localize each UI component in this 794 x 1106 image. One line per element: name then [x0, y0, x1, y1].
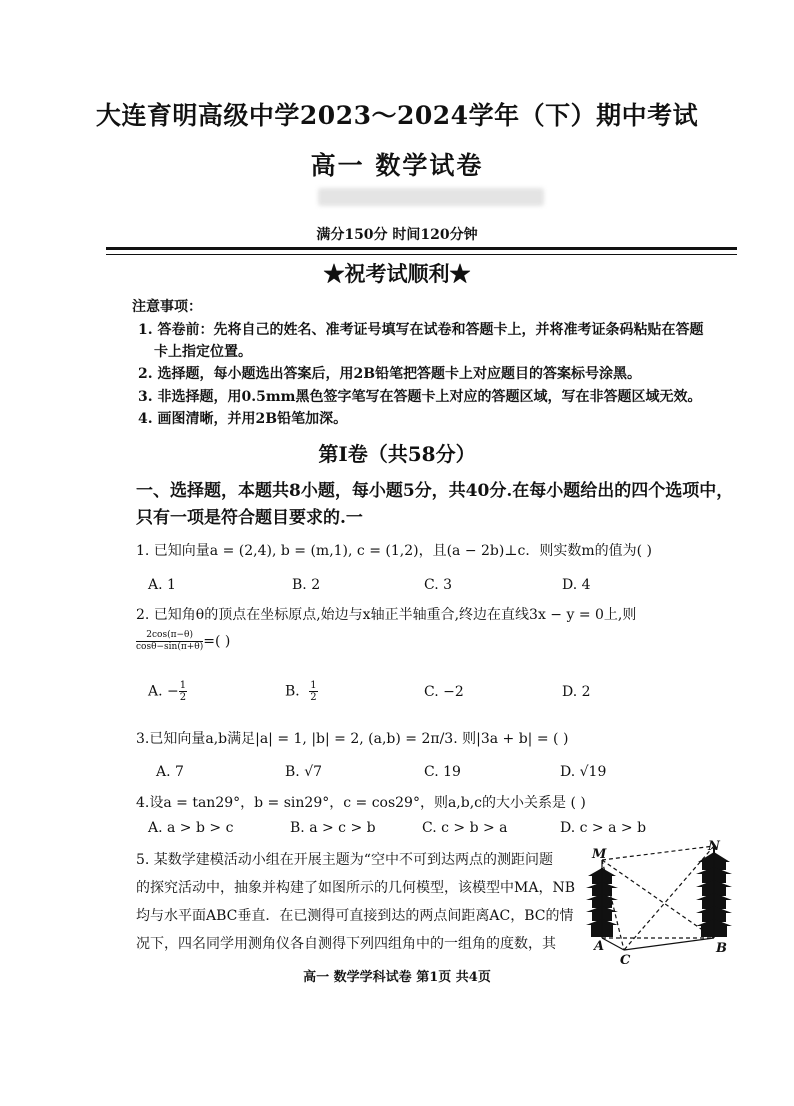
geometry-lines: [602, 846, 714, 950]
q2-option-a-prefix: A. −: [148, 683, 179, 700]
question-5-line4: 况下，四名同学用测角仪各自测得下列四组角中的一组角的度数，其: [136, 936, 556, 952]
question-5-line1: 5. 某数学建模活动小组在开展主题为“空中不可到达两点的测距问题: [136, 852, 553, 868]
q1-option-d: D. 4: [562, 577, 591, 593]
label-A: A: [594, 939, 605, 954]
q2-option-b: [285, 680, 318, 703]
notice-item-2: 2. 选择题，每小题选出答案后，用2B铅笔把答题卡上对应题目的答案标号涂黑。: [138, 366, 642, 382]
notice-item-1: 1. 答卷前：先将自己的姓名、准考证号填写在试卷和答题卡上，并将准考证条码粘贴在答题: [138, 322, 704, 338]
q2-option-b-fraction: [309, 680, 317, 703]
q1-option-a: A. 1: [148, 577, 176, 593]
question-2-stem: 2. 已知角θ的顶点在坐标原点,始边与x轴正半轴重合,终边在直线3x − y = 0上,则: [136, 607, 637, 623]
question-4-stem: 4.设a = tan29°，b = sin29°，c = cos29°，则a,b,c的大小关系是 ( ): [136, 795, 586, 811]
q2-option-b-num: 1: [310, 680, 317, 691]
q3-option-c: C. 19: [424, 764, 461, 780]
section-instructions-line2: 只有一项是符合题目要求的.一: [136, 508, 363, 528]
exam-subtitle: 高一 数学试卷: [310, 151, 484, 180]
q2-option-b-den: 2: [310, 692, 317, 703]
notice-heading: 注意事项：: [132, 299, 202, 315]
q2-option-a: [148, 680, 187, 703]
page-footer: 高一 数学学科试卷 第1页 共4页: [303, 970, 491, 985]
q1-option-c: C. 3: [424, 577, 453, 593]
line-AC: [602, 938, 624, 950]
q4-option-c: C. c > b > a: [422, 820, 508, 836]
notice-item-1-cont: 卡上指定位置。: [154, 344, 252, 360]
q4-option-d: D. c > a > b: [560, 820, 647, 836]
q2-fraction-denominator: cosθ−sin(π+θ): [136, 642, 204, 652]
q3-option-a: A. 7: [156, 764, 184, 780]
label-N: N: [708, 839, 720, 854]
part-title: 第Ⅰ卷（共58分）: [318, 442, 476, 466]
question-3-stem: 3.已知向量a,b满足|a| = 1, |b| = 2, (a,b) = 2π/3. 则|3a + b| = ( ): [136, 731, 569, 747]
q2-option-c: C. −2: [424, 684, 464, 700]
notice-item-3: 3. 非选择题，用0.5mm黑色签字笔写在答题卡上对应的答题区域，写在非答题区域无效。: [138, 389, 702, 405]
question-5-line2: 的探究活动中，抽象并构建了如图所示的几何模型，该模型中MA，NB: [136, 880, 575, 896]
section-instructions-line1: 一、选择题，本题共8小题，每小题5分，共40分.在每小题给出的四个选项中，: [136, 481, 734, 501]
q1-option-b: B. 2: [292, 577, 321, 593]
good-luck-banner: ★祝考试顺利★: [323, 261, 471, 286]
q2-fraction-tail: =( ): [203, 633, 231, 650]
notice-item-4: 4. 画图清晰，并用2B铅笔加深。: [138, 411, 348, 427]
score-time: 满分150分 时间120分钟: [316, 227, 478, 243]
q2-option-d: D. 2: [562, 684, 591, 700]
q3-option-b: B. √7: [285, 764, 323, 780]
q4-option-a: A. a > b > c: [148, 820, 234, 836]
line-MB: [602, 860, 714, 938]
blurred-line: [318, 188, 544, 206]
label-B: B: [716, 941, 727, 956]
q2-option-a-den: 2: [179, 692, 187, 703]
line-CB: [624, 938, 714, 950]
question-2-expression: [136, 630, 230, 653]
header-rule-thin: [106, 254, 737, 255]
exam-title: 大连育明高级中学2023～2024学年（下）期中考试: [95, 101, 699, 130]
q2-option-b-prefix: B．: [285, 683, 310, 700]
label-C: C: [620, 953, 631, 968]
q4-option-b: B. a > c > b: [290, 820, 376, 836]
question-1-stem: 1. 已知向量a = (2,4), b = (m,1), c = (1,2)，且(a − 2b)⊥c．则实数m的值为( ): [136, 543, 653, 559]
label-M: M: [592, 847, 607, 862]
pagoda-figure: [580, 838, 740, 968]
q2-option-a-fraction: [179, 680, 187, 703]
q2-fraction: [136, 630, 203, 653]
q2-fraction-numerator: 2cos(π−θ): [136, 630, 203, 642]
q3-option-d: D. √19: [560, 764, 607, 780]
line-MN: [602, 846, 714, 860]
header-rule-thick: [106, 247, 737, 250]
q2-option-a-num: 1: [179, 680, 187, 691]
question-5-line3: 均与水平面ABC垂直．在已测得可直接到达的两点间距离AC，BC的情: [136, 908, 574, 924]
